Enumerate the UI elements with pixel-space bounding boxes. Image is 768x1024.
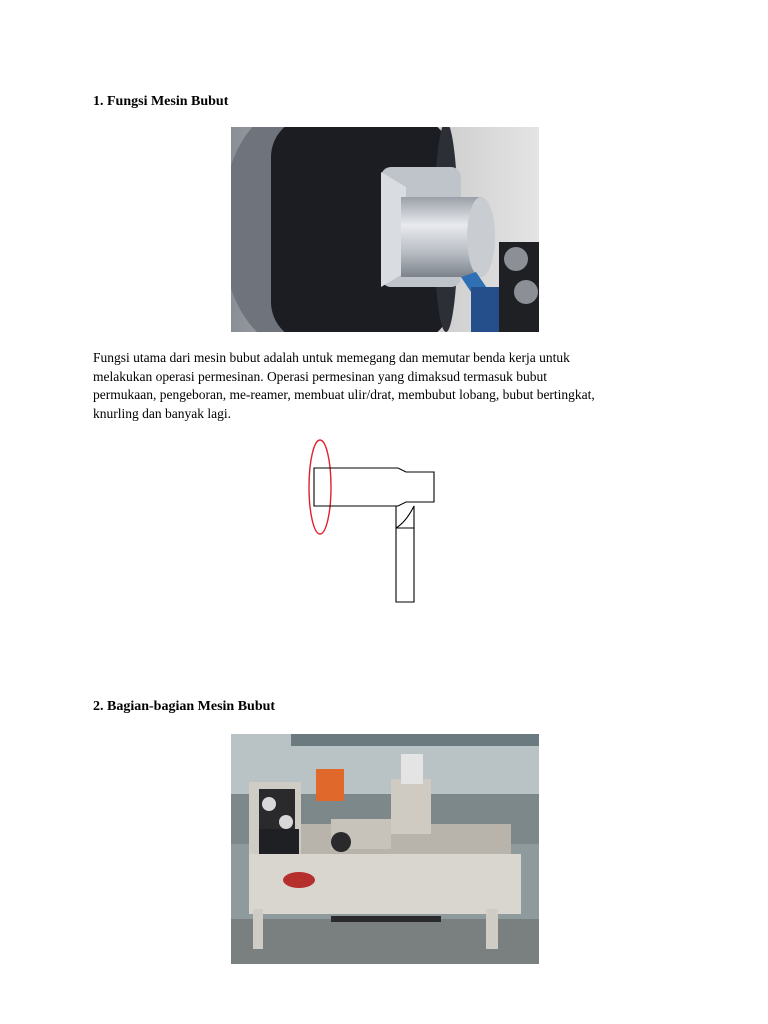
paragraph-line: melakukan operasi permesinan. Operasi permesinan yang dimaksud termasuk bubut <box>93 368 547 384</box>
lathe-chuck-photo <box>231 127 539 332</box>
paragraph-line: permukaan, pengeboran, me-reamer, membuat ulir/drat, membubut lobang, bubut bertingkat, <box>93 387 595 402</box>
cutting-tool-outline <box>396 506 414 602</box>
chuck-highlight-ellipse <box>309 440 331 534</box>
paragraph-line: knurling dan banyak lagi. <box>93 405 231 421</box>
workpiece-outline <box>314 468 434 506</box>
turning-diagram <box>300 432 450 612</box>
lathe-machine-photo <box>231 734 539 964</box>
section-heading-bagian: 2. Bagian-bagian Mesin Bubut <box>93 699 276 714</box>
paragraph-line: Fungsi utama dari mesin bubut adalah untuk memegang dan memutar benda kerja untuk <box>93 350 570 365</box>
fungsi-paragraph <box>93 349 683 423</box>
section-heading-fungsi: 1. Fungsi Mesin Bubut <box>93 94 229 109</box>
